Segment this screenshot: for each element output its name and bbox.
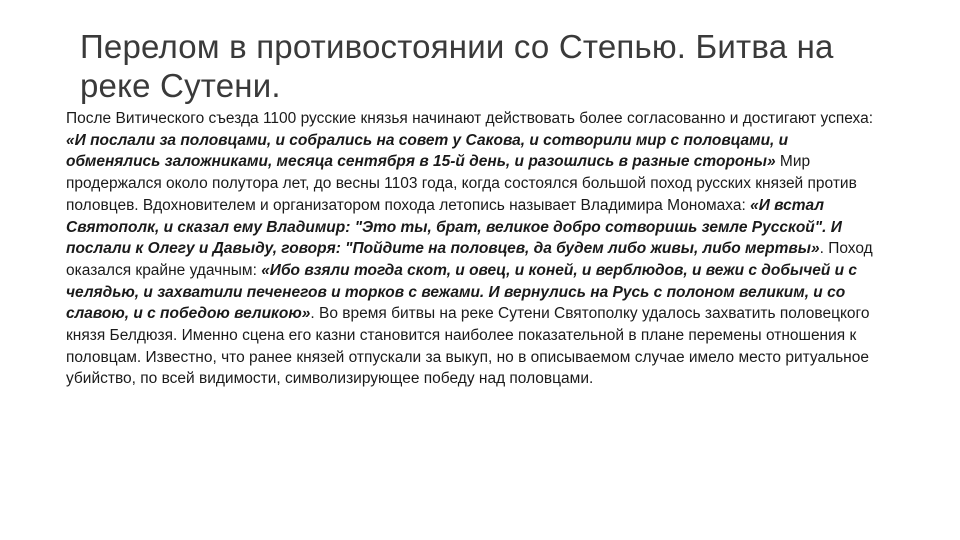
body-segment-success: . Поход оказался крайне удачным: bbox=[66, 240, 873, 279]
slide-title: Перелом в противостоянии со Степью. Битва на реке Сутени. bbox=[80, 28, 834, 104]
body-segment-intro: После Витического съезда 1100 русские князья начинают действовать более согласованно и достигают успеха: bbox=[66, 110, 874, 127]
chronicle-quote-peace: «И послали за половцами, и собрались на совет у Сакова, и сотворили мир с половцами, и обменялись заложниками, месяца сентября в 15-й день, и разошлись в разные стороны» bbox=[66, 131, 789, 171]
chronicle-quote-victory: «Ибо взяли тогда скот, и овец, и коней, и верблюдов, и вежи с добычей и с челядью, и захватили печенегов и торков с вежами. И вернулись на Русь с полоном великим, и со славою, и с победою великою» bbox=[66, 261, 858, 323]
slide-body-text bbox=[66, 108, 878, 390]
body-segment-campaign: Мир продержался около полутора лет, до весны 1103 года, когда состоялся большой поход русских князей против половцев. Вдохновителем и организатором похода летопись называет Владимира Мономаха: bbox=[66, 153, 857, 214]
chronicle-quote-council: «И встал Святополк, и сказал ему Владимир: "Это ты, брат, великое добро сотворишь земле Русской". И послали к Олегу и Давыду, говоря: "Пойдите на половцев, да будем либо живы, либо мертвы» bbox=[66, 196, 842, 258]
body-segment-beldyuz: . Во время битвы на реке Сутени Святополку удалось захватить половецкого князя Белдюзя. Именно сцена его казни становится наиболее показательной в плане перемены отношения к половцам. Известно, что ранее князей отпускали за выкуп, но в описываемом случае имело место ритуальное убийство, по всей видимости, символизирующее победу над половцами. bbox=[66, 305, 870, 388]
